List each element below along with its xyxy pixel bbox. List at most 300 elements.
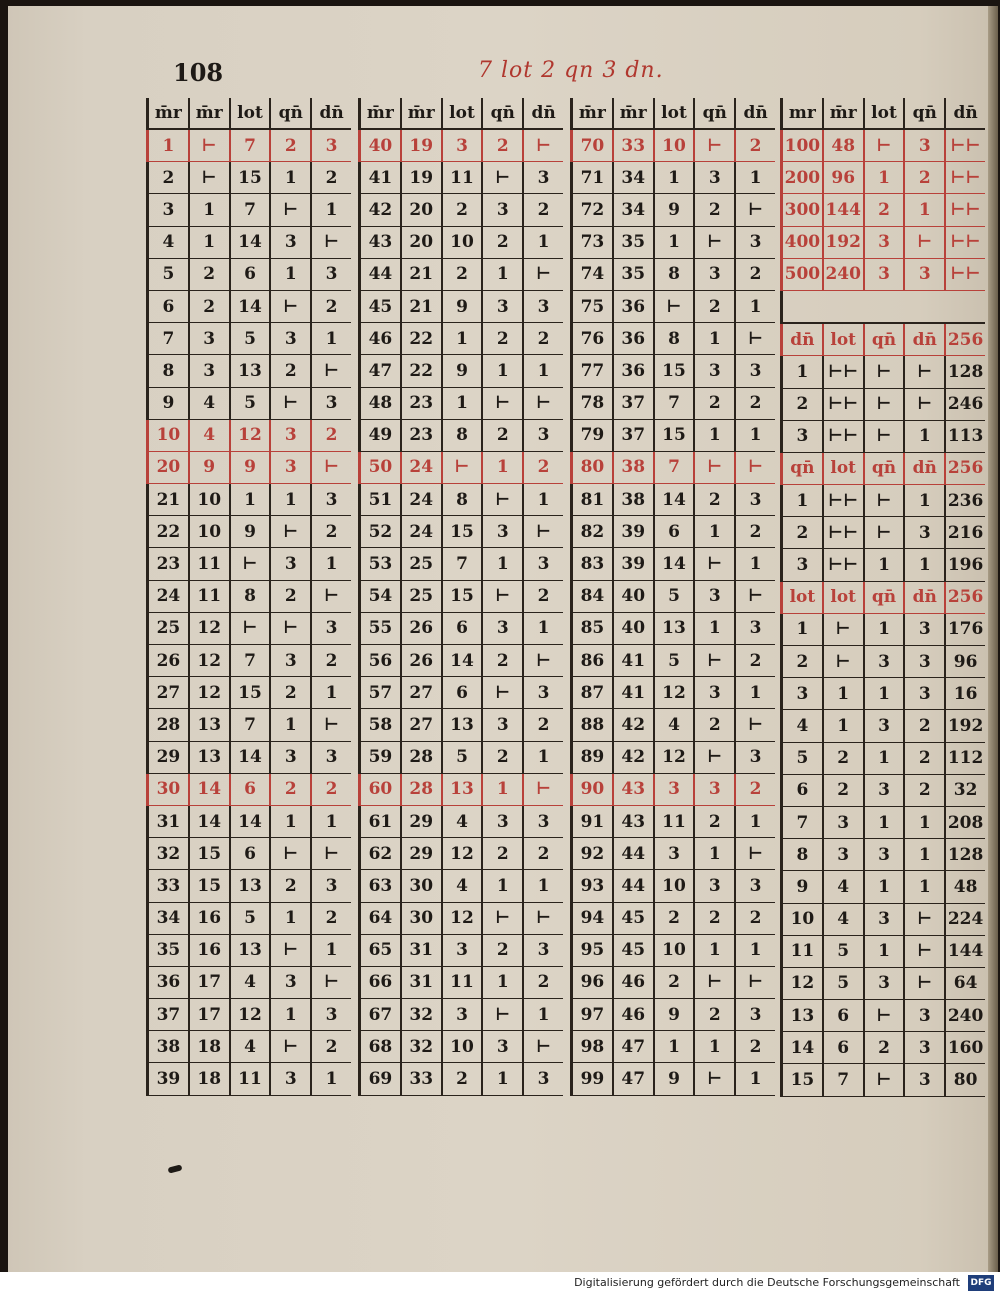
table-cell: 32	[944, 775, 985, 806]
table-cell: 20	[146, 452, 188, 483]
dfg-logo-icon[interactable]: DFG	[968, 1275, 994, 1291]
column-header-cell: m̄r	[358, 98, 400, 128]
table-cell: 22	[146, 516, 188, 547]
table-cell: dn̄	[903, 582, 944, 613]
table-cell: 32	[146, 838, 188, 869]
table-cell: 224	[944, 904, 985, 935]
table-cell: 12	[188, 645, 229, 676]
table-cell: ⊢⊢	[822, 485, 863, 516]
table-cell: 1	[780, 485, 822, 516]
table-cell: 95	[570, 935, 612, 966]
table-cell: 9	[188, 452, 229, 483]
table-cell: 78	[570, 388, 612, 419]
table-cell: 1	[903, 485, 944, 516]
table-row	[358, 967, 563, 999]
table-cell: 2	[522, 709, 563, 740]
table-row	[146, 677, 351, 709]
table-cell: 7	[822, 1064, 863, 1095]
table-cell: 2	[693, 388, 734, 419]
table-cell: 1	[693, 420, 734, 451]
table-cell: 128	[944, 839, 985, 870]
table-cell: 9	[146, 388, 188, 419]
table-cell: ⊢	[310, 227, 351, 258]
table-cell: ⊢	[481, 388, 522, 419]
table-cell: 1	[310, 1063, 351, 1094]
table-row	[146, 452, 351, 484]
table-row	[780, 1064, 985, 1096]
table-cell: 2	[481, 420, 522, 451]
table-cell: 4	[822, 871, 863, 902]
book-page	[8, 6, 998, 1272]
table-row	[780, 517, 985, 549]
table-cell: 2	[693, 484, 734, 515]
table-row	[570, 259, 775, 291]
table-cell: 113	[944, 421, 985, 452]
table-row	[570, 1031, 775, 1063]
table-cell: 236	[944, 485, 985, 516]
table-cell: 6	[229, 838, 270, 869]
table-row	[358, 613, 563, 645]
table-cell: 11	[441, 967, 482, 998]
table-cell: 1	[310, 194, 351, 225]
table-cell: 1	[693, 838, 734, 869]
table-row	[358, 1031, 563, 1063]
table-row	[146, 774, 351, 806]
table-cell: 6	[229, 774, 270, 805]
table-cell: 35	[146, 935, 188, 966]
table-cell: 300	[780, 194, 822, 225]
table-cell: 2	[269, 774, 310, 805]
table-cell: ⊢	[269, 388, 310, 419]
table-cell: ⊢	[310, 452, 351, 483]
table-cell: 24	[400, 516, 441, 547]
table-cell: 2	[734, 903, 775, 934]
table-cell: 88	[570, 709, 612, 740]
table-row	[570, 774, 775, 806]
column-header-cell: dn̄	[522, 98, 563, 128]
table-row	[570, 838, 775, 870]
table-row	[780, 453, 985, 485]
table-cell: 84	[570, 581, 612, 612]
table-cell: 3	[481, 194, 522, 225]
table-cell: ⊢	[903, 227, 944, 258]
table-cell: 1	[903, 194, 944, 225]
table-cell: 3	[310, 259, 351, 290]
table-cell: 91	[570, 806, 612, 837]
table-cell: ⊢	[734, 323, 775, 354]
table-cell: ⊢	[481, 903, 522, 934]
table-row	[780, 1032, 985, 1064]
table-cell: 2	[693, 194, 734, 225]
table-cell: 3	[653, 774, 694, 805]
table-cell: 2	[310, 291, 351, 322]
table-cell: 96	[570, 967, 612, 998]
table-cell: 1	[734, 935, 775, 966]
table-row	[146, 420, 351, 452]
table-cell: 43	[358, 227, 400, 258]
table-cell: 4	[780, 710, 822, 741]
table-row	[358, 516, 563, 548]
table-cell: 1	[269, 484, 310, 515]
table-cell: 13	[441, 774, 482, 805]
table-row	[146, 291, 351, 323]
footer-credit: Digitalisierung gefördert durch die Deutsche Forschungsgemeinschaft	[574, 1276, 960, 1289]
table-cell: 15	[229, 677, 270, 708]
table-row	[146, 194, 351, 226]
table-row	[780, 324, 985, 356]
table-cell: 3	[734, 870, 775, 901]
table-cell: ⊢	[188, 130, 229, 161]
table-cell: 5	[441, 742, 482, 773]
table-cell: 2	[310, 645, 351, 676]
table-cell: 2	[653, 967, 694, 998]
table-row	[570, 227, 775, 259]
table-cell: 11	[441, 162, 482, 193]
table-cell: ⊢	[310, 967, 351, 998]
table-cell: 1	[734, 162, 775, 193]
table-cell: 1	[863, 743, 904, 774]
table-row	[570, 935, 775, 967]
table-cell: 6	[780, 775, 822, 806]
table-row	[570, 548, 775, 580]
table-cell: 87	[570, 677, 612, 708]
table-cell: 18	[188, 1063, 229, 1094]
table-cell: 5	[822, 936, 863, 967]
table-cell: 9	[229, 452, 270, 483]
table-row	[358, 870, 563, 902]
table-cell: 15	[188, 870, 229, 901]
table-row	[146, 838, 351, 870]
table-cell: 3	[146, 194, 188, 225]
column-header-cell: dn̄	[734, 98, 775, 128]
table-cell: 7	[229, 130, 270, 161]
table-row	[570, 484, 775, 516]
table-cell: 75	[570, 291, 612, 322]
table-cell: 25	[146, 613, 188, 644]
table-cell: 1	[693, 516, 734, 547]
table-cell: 36	[612, 323, 653, 354]
table-cell: 2	[522, 194, 563, 225]
table-cell: lot	[780, 582, 822, 613]
table-cell: 3	[522, 1063, 563, 1094]
table-cell: 82	[570, 516, 612, 547]
table-cell: 16	[188, 903, 229, 934]
column-header-cell: m̄r	[400, 98, 441, 128]
table-cell: 2	[780, 389, 822, 420]
table-cell: 1	[522, 355, 563, 386]
table-cell: 3	[310, 613, 351, 644]
table-cell: ⊢	[822, 646, 863, 677]
table-cell: 8	[653, 323, 694, 354]
table-cell: 9	[441, 355, 482, 386]
table-cell: 3	[481, 516, 522, 547]
table-cell: 42	[612, 742, 653, 773]
table-row	[570, 194, 775, 226]
table-cell: 79	[570, 420, 612, 451]
table-cell: 3	[188, 355, 229, 386]
column-header-row	[358, 98, 563, 130]
table-row	[146, 645, 351, 677]
table-cell: 10	[188, 484, 229, 515]
table-cell: 1	[734, 806, 775, 837]
table-cell: 9	[441, 291, 482, 322]
table-cell: 80	[570, 452, 612, 483]
table-cell: 9	[653, 194, 694, 225]
table-cell: 2	[310, 903, 351, 934]
table-cell: 50	[358, 452, 400, 483]
table-cell: ⊢	[310, 709, 351, 740]
table-cell: 1	[693, 323, 734, 354]
table-cell: 45	[358, 291, 400, 322]
table-cell: 14	[653, 548, 694, 579]
table-cell: 256	[944, 582, 985, 613]
table-cell: ⊢	[229, 548, 270, 579]
table-cell: 500	[780, 259, 822, 290]
table-cell: 14	[441, 645, 482, 676]
table-row	[780, 194, 985, 226]
table-cell: 7	[229, 194, 270, 225]
table-row	[358, 291, 563, 323]
table-cell: 44	[612, 838, 653, 869]
table-cell: 3	[441, 999, 482, 1030]
table-cell: 2	[734, 516, 775, 547]
table-cell: 7	[653, 452, 694, 483]
table-row	[570, 613, 775, 645]
table-cell: 3	[734, 999, 775, 1030]
table-cell: 11	[653, 806, 694, 837]
table-row	[146, 806, 351, 838]
table-row	[358, 806, 563, 838]
column-header-row	[780, 98, 985, 130]
table-cell: 27	[400, 677, 441, 708]
table-row	[570, 742, 775, 774]
table-cell: ⊢	[734, 452, 775, 483]
table-cell: ⊢	[310, 355, 351, 386]
table-cell: 3	[863, 227, 904, 258]
table-cell: 47	[358, 355, 400, 386]
table-cell: 8	[229, 581, 270, 612]
table-cell: ⊢⊢	[944, 227, 985, 258]
table-cell: 2	[734, 259, 775, 290]
table-cell: 8	[146, 355, 188, 386]
table-cell: 2	[734, 645, 775, 676]
table-cell: 1	[481, 259, 522, 290]
table-column-1	[146, 98, 351, 1096]
table-row	[780, 421, 985, 453]
table-cell: ⊢	[269, 613, 310, 644]
table-cell: ⊢	[863, 1064, 904, 1095]
table-cell: 5	[229, 323, 270, 354]
table-cell: 38	[612, 452, 653, 483]
table-cell: 97	[570, 999, 612, 1030]
table-cell: 3	[903, 517, 944, 548]
table-cell: 4	[229, 1031, 270, 1062]
table-cell: 1	[310, 677, 351, 708]
table-cell: ⊢	[522, 516, 563, 547]
table-cell: ⊢	[269, 194, 310, 225]
table-cell: 77	[570, 355, 612, 386]
table-cell	[864, 291, 904, 322]
table-row	[146, 516, 351, 548]
table-cell: 112	[944, 743, 985, 774]
table-cell: 7	[146, 323, 188, 354]
table-cell: ⊢	[863, 389, 904, 420]
table-cell: 67	[358, 999, 400, 1030]
table-cell: 14	[780, 1032, 822, 1063]
table-row	[146, 323, 351, 355]
table-cell: 18	[188, 1031, 229, 1062]
table-cell: 1	[863, 678, 904, 709]
table-cell: 1	[863, 871, 904, 902]
table-cell: 4	[822, 904, 863, 935]
table-cell: 29	[400, 806, 441, 837]
table-cell: 46	[612, 999, 653, 1030]
table-cell: 37	[612, 420, 653, 451]
table-cell: 39	[612, 548, 653, 579]
table-row	[358, 388, 563, 420]
column-header-cell: m̄r	[822, 98, 863, 128]
table-cell: 5	[229, 388, 270, 419]
table-cell: 7	[780, 807, 822, 838]
table-cell: 6	[822, 1000, 863, 1031]
table-row	[146, 1063, 351, 1095]
table-row	[146, 162, 351, 194]
table-cell: 1	[188, 194, 229, 225]
table-cell: 3	[269, 967, 310, 998]
table-row	[146, 581, 351, 613]
table-cell: 1	[653, 1031, 694, 1062]
table-cell: 28	[146, 709, 188, 740]
table-row	[358, 484, 563, 516]
table-cell: 12	[229, 999, 270, 1030]
column-header-cell: dn̄	[944, 98, 985, 128]
table-cell: 3	[522, 291, 563, 322]
table-row	[358, 194, 563, 226]
table-cell: 4	[146, 227, 188, 258]
table-cell: 216	[944, 517, 985, 548]
table-cell: 85	[570, 613, 612, 644]
table-cell: 5	[229, 903, 270, 934]
table-cell: 24	[146, 581, 188, 612]
table-cell: 15	[188, 838, 229, 869]
table-cell: 1	[863, 614, 904, 645]
table-cell: 1	[481, 355, 522, 386]
table-cell: 15	[653, 355, 694, 386]
table-cell: 29	[400, 838, 441, 869]
table-cell: 22	[400, 323, 441, 354]
table-row	[570, 420, 775, 452]
table-row	[358, 645, 563, 677]
table-row	[146, 935, 351, 967]
table-cell: 7	[229, 709, 270, 740]
column-header-cell: mr	[780, 98, 822, 128]
table-row	[780, 614, 985, 646]
table-cell: 13	[188, 742, 229, 773]
table-cell: 90	[570, 774, 612, 805]
table-cell: 3	[822, 807, 863, 838]
table-cell: 6	[653, 516, 694, 547]
table-cell: ⊢	[229, 613, 270, 644]
table-cell: 41	[358, 162, 400, 193]
table-cell: 5	[780, 743, 822, 774]
table-cell: 12	[188, 613, 229, 644]
table-cell: 2	[441, 1063, 482, 1094]
column-header-cell: qn̄	[903, 98, 944, 128]
table-cell: ⊢	[522, 130, 563, 161]
table-row	[780, 936, 985, 968]
table-cell: 3	[693, 870, 734, 901]
table-cell: qn̄	[863, 324, 904, 355]
table-cell: 13	[229, 355, 270, 386]
table-cell: ⊢	[653, 291, 694, 322]
table-cell: 2	[693, 709, 734, 740]
ink-blot	[167, 1164, 182, 1173]
table-cell: ⊢	[269, 516, 310, 547]
table-cell: 3	[653, 838, 694, 869]
table-cell: 12	[653, 677, 694, 708]
table-cell: 9	[229, 516, 270, 547]
table-cell: 21	[400, 259, 441, 290]
table-cell: 30	[400, 903, 441, 934]
table-cell: ⊢	[522, 259, 563, 290]
table-cell: ⊢	[734, 709, 775, 740]
table-column-4	[780, 98, 985, 1097]
table-cell: 2	[441, 259, 482, 290]
table-cell: 3	[903, 1064, 944, 1095]
table-cell: 36	[612, 291, 653, 322]
table-cell: 2	[481, 130, 522, 161]
table-cell: qn̄	[863, 582, 904, 613]
table-cell: 3	[693, 259, 734, 290]
table-cell: 2	[780, 646, 822, 677]
table-row	[146, 742, 351, 774]
table-cell: 45	[612, 935, 653, 966]
table-cell: 11	[188, 548, 229, 579]
table-cell: 41	[612, 645, 653, 676]
table-cell: 23	[146, 548, 188, 579]
table-row	[570, 870, 775, 902]
table-cell: 2	[522, 838, 563, 869]
table-cell: 98	[570, 1031, 612, 1062]
table-row	[358, 130, 563, 162]
table-cell: 37	[612, 388, 653, 419]
table-cell: 6	[441, 613, 482, 644]
table-cell: 2	[481, 742, 522, 773]
table-cell: dn̄	[903, 453, 944, 484]
table-row	[780, 839, 985, 871]
table-cell: 3	[269, 548, 310, 579]
table-cell: 3	[310, 999, 351, 1030]
table-row	[358, 935, 563, 967]
table-cell: ⊢⊢	[944, 130, 985, 161]
table-cell: 14	[188, 806, 229, 837]
footer-strip	[0, 1272, 1000, 1296]
page-number: 108	[173, 58, 224, 87]
table-cell: 2	[269, 677, 310, 708]
table-row	[146, 388, 351, 420]
column-header-cell: dn̄	[310, 98, 351, 128]
table-cell: 59	[358, 742, 400, 773]
table-cell: 2	[734, 1031, 775, 1062]
table-cell: 1	[863, 162, 904, 193]
table-cell: 2	[693, 291, 734, 322]
table-row	[146, 999, 351, 1031]
table-row	[780, 259, 985, 291]
table-cell: qn̄	[863, 453, 904, 484]
table-cell: ⊢	[903, 356, 944, 387]
table-column-3	[570, 98, 775, 1096]
table-cell: 3	[780, 678, 822, 709]
